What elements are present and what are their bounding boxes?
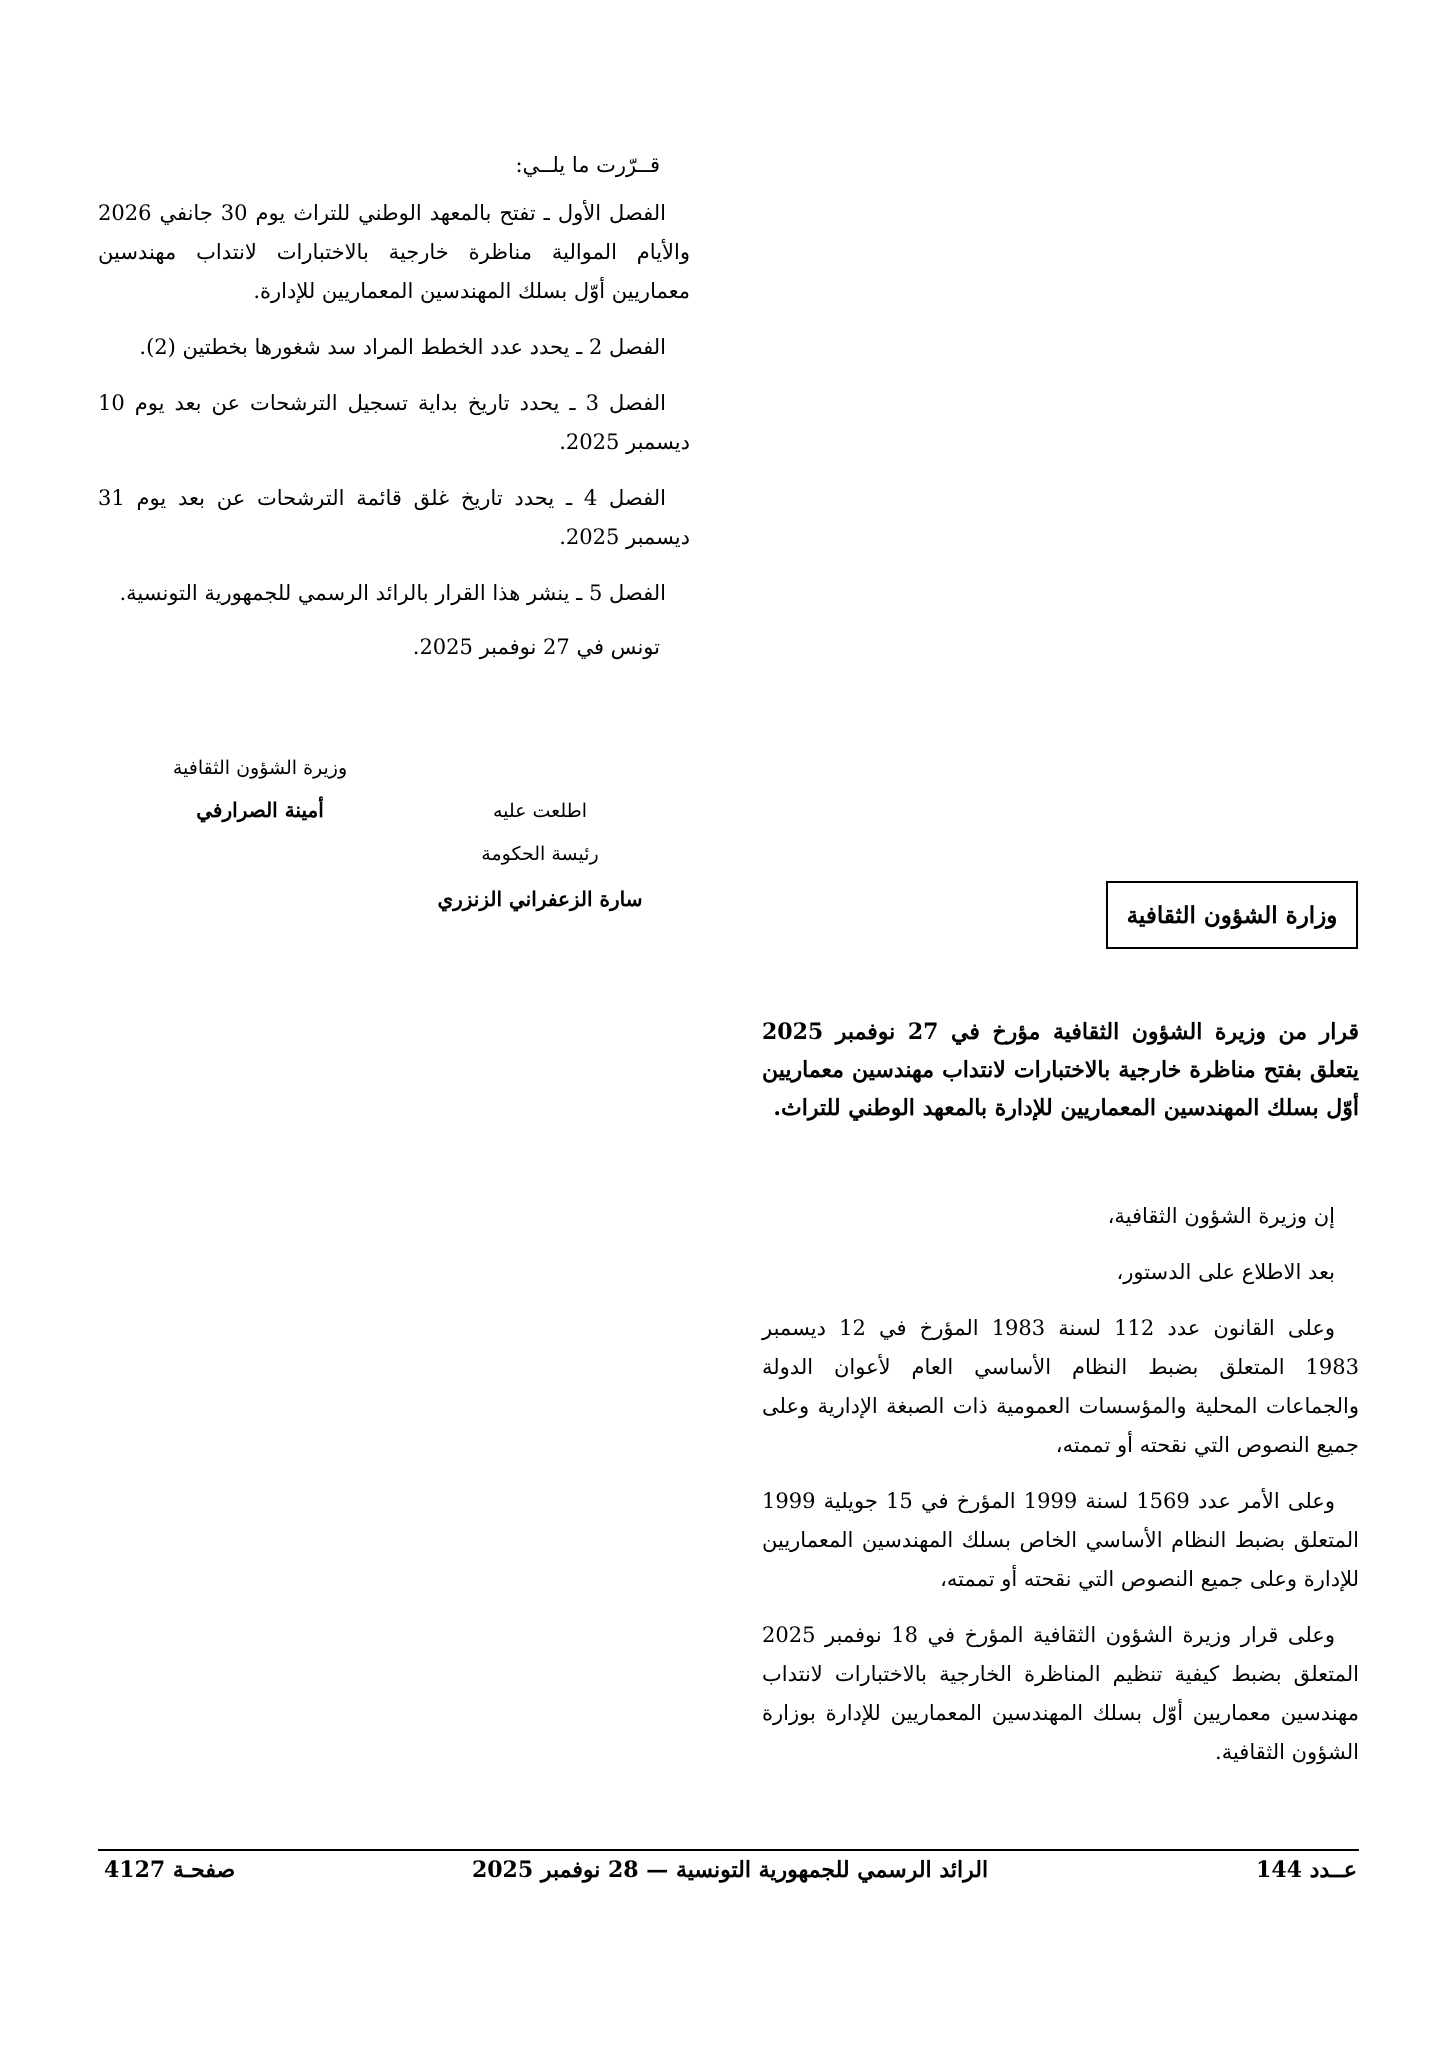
footer-page: صفحـة 4127: [104, 1857, 236, 1883]
footer-rule: [98, 1849, 1359, 1851]
date-place: تونس في 27 نوفمبر 2025.: [412, 635, 660, 659]
article-4: الفصل 4 ـ يحدد تاريخ غلق قائمة الترشحات عن بعد يوم 31 ديسمبر 2025.: [98, 486, 690, 549]
preamble-decree-1569: وعلى الأمر عدد 1569 لسنة 1999 المؤرخ في 15 جويلية 1999 المتعلق بضبط النظام الأساسي الخاص بسلك المهندسين المعماريين للإدارة وعلى جميع النصوص التي نقحته أو تممته،: [762, 1489, 1359, 1591]
ministry-header-box: [1106, 881, 1358, 949]
article-2: الفصل 2 ـ يحدد عدد الخطط المراد سد شغورها بخطتين (2).: [139, 335, 666, 359]
ministry-header-label: وزارة الشؤون الثقافية: [1126, 901, 1338, 929]
decided-heading: قــرّرت ما يلــي:: [515, 153, 660, 177]
preamble-minister: إن وزيرة الشؤون الثقافية،: [1107, 1204, 1335, 1228]
pm-title: رئيسة الحكومة: [481, 843, 599, 865]
article-1: الفصل الأول ـ تفتح بالمعهد الوطني للتراث يوم 30 جانفي 2026 والأيام الموالية مناظرة خارجية بالاختبارات لانتداب مهندسين معماريين أوّل بسلك المهندسين المعماريين للإدارة.: [98, 201, 690, 303]
reviewed-label: اطلعت عليه: [492, 800, 588, 822]
pm-name: سارة الزعفراني الزنزري: [437, 887, 643, 911]
preamble-constitution: بعد الاطلاع على الدستور،: [1116, 1260, 1335, 1284]
article-3: الفصل 3 ـ يحدد تاريخ بداية تسجيل الترشحات عن بعد يوم 10 ديسمبر 2025.: [98, 391, 690, 454]
minister-title: وزيرة الشؤون الثقافية: [172, 757, 348, 779]
article-5: الفصل 5 ـ ينشر هذا القرار بالرائد الرسمي للجمهورية التونسية.: [119, 581, 666, 605]
minister-name: أمينة الصرارفي: [196, 798, 324, 822]
right-column: [762, 1197, 1359, 1789]
preamble-decision-18-nov: وعلى قرار وزيرة الشؤون الثقافية المؤرخ في 18 نوفمبر 2025 المتعلق بضبط كيفية تنظيم المناظرة الخارجية بالاختبارات لانتداب مهندسين معماريين أوّل بسلك المهندسين المعماريين للإدارة بوزارة الشؤون الثقافية.: [762, 1623, 1359, 1764]
preamble-law-112: وعلى القانون عدد 112 لسنة 1983 المؤرخ في 12 ديسمبر 1983 المتعلق بضبط النظام الأساسي العام لأعوان الدولة والجماعات المحلية والمؤسسات العمومية ذات الصبغة الإدارية وعلى جميع النصوص التي نقحته أو تممته،: [762, 1316, 1359, 1457]
decree-title: قرار من وزيرة الشؤون الثقافية مؤرخ في 27 نوفمبر 2025 يتعلق بفتح مناظرة خارجية بالاختبارات لانتداب مهندسين معماريين أوّل بسلك المهندسين المعماريين للإدارة بالمعهد الوطني للتراث.: [762, 1019, 1359, 1121]
footer-journal: الرائد الرسمي للجمهورية التونسية — 28 نوفمبر 2025: [471, 1857, 989, 1883]
footer-issue: عــدد 144: [1256, 1857, 1357, 1883]
left-column: [98, 150, 690, 664]
